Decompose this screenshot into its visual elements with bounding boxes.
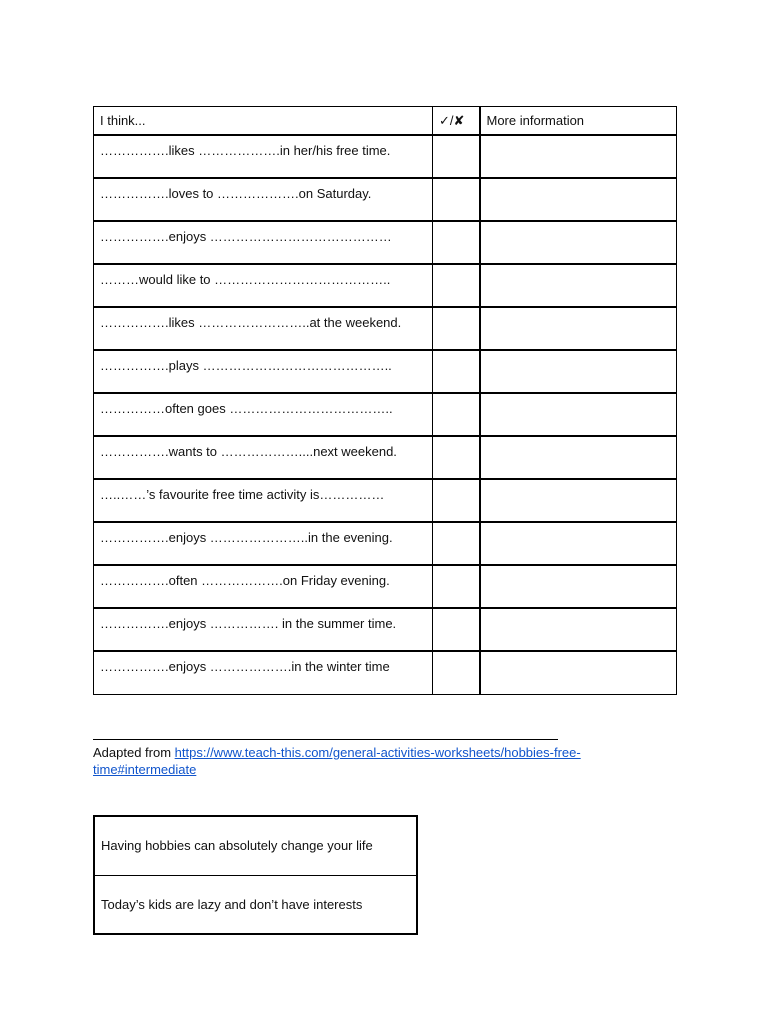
sentence-cell: …………….often ……………….on Friday evening.: [94, 565, 433, 608]
sentence-cell: ……………often goes ………………………………..: [94, 393, 433, 436]
more-information-cell[interactable]: [480, 350, 677, 393]
footnote-divider: [93, 739, 558, 740]
sentence-cell: …………….enjoys …………………..in the evening.: [94, 522, 433, 565]
more-information-cell[interactable]: [480, 436, 677, 479]
sentence-cell: …………….plays ……………………………………..: [94, 350, 433, 393]
check-cell[interactable]: [433, 307, 480, 350]
footnote-prefix: Adapted from: [93, 745, 175, 760]
table-row: [94, 608, 677, 651]
sentence-cell: …………….wants to ………………....next weekend.: [94, 436, 433, 479]
table-row: [94, 436, 677, 479]
more-information-cell[interactable]: [480, 565, 677, 608]
table-row: [94, 479, 677, 522]
check-cell[interactable]: [433, 178, 480, 221]
more-information-cell[interactable]: [480, 608, 677, 651]
table-row: [94, 264, 677, 307]
statement-cell: Having hobbies can absolutely change your life: [94, 816, 417, 875]
more-information-cell[interactable]: [480, 522, 677, 565]
sentence-cell: ………would like to …………………………………..: [94, 264, 433, 307]
table-row: [94, 350, 677, 393]
more-information-cell[interactable]: [480, 221, 677, 264]
check-cell[interactable]: [433, 436, 480, 479]
footnote: [93, 744, 653, 778]
table-header-row: [94, 107, 677, 136]
check-cell[interactable]: [433, 135, 480, 178]
table-row: [94, 651, 677, 694]
check-cell[interactable]: [433, 565, 480, 608]
check-cell[interactable]: [433, 608, 480, 651]
check-cell[interactable]: [433, 264, 480, 307]
sentence-cell: …………….enjoys ……………….in the winter time: [94, 651, 433, 694]
more-information-cell[interactable]: [480, 393, 677, 436]
table-row: [94, 393, 677, 436]
statement-cell: Today’s kids are lazy and don’t have interests: [94, 875, 417, 934]
more-information-cell[interactable]: [480, 178, 677, 221]
sentence-cell: …..……’s favourite free time activity is……………: [94, 479, 433, 522]
check-cell[interactable]: [433, 350, 480, 393]
table-row: [94, 522, 677, 565]
more-information-cell[interactable]: [480, 135, 677, 178]
check-cell[interactable]: [433, 651, 480, 694]
discussion-statements-table: [93, 815, 418, 935]
table-row: [94, 875, 417, 934]
check-cell[interactable]: [433, 221, 480, 264]
more-information-cell[interactable]: [480, 651, 677, 694]
sentence-cell: …………….enjoys ……………………………………: [94, 221, 433, 264]
sentence-cell: …………….enjoys ……………. in the summer time.: [94, 608, 433, 651]
table-row: [94, 565, 677, 608]
more-information-cell[interactable]: [480, 307, 677, 350]
prediction-table: [93, 106, 677, 695]
check-cell[interactable]: [433, 393, 480, 436]
sentence-cell: …………….likes ……………………..at the weekend.: [94, 307, 433, 350]
source-link[interactable]: https://www.teach-this.com/general-activities-worksheets/hobbies-free-time#intermediate: [93, 745, 581, 777]
check-cell[interactable]: [433, 522, 480, 565]
check-cell[interactable]: [433, 479, 480, 522]
more-information-cell[interactable]: [480, 479, 677, 522]
table-row: [94, 178, 677, 221]
sentence-cell: …………….loves to ……………….on Saturday.: [94, 178, 433, 221]
header-sentence: I think...: [94, 107, 433, 136]
header-check: ✓/✘: [433, 107, 480, 136]
table-row: [94, 221, 677, 264]
table-row: [94, 135, 677, 178]
more-information-cell[interactable]: [480, 264, 677, 307]
header-more-information: More information: [480, 107, 677, 136]
table-row: [94, 307, 677, 350]
table-row: [94, 816, 417, 875]
sentence-cell: …………….likes ……………….in her/his free time.: [94, 135, 433, 178]
